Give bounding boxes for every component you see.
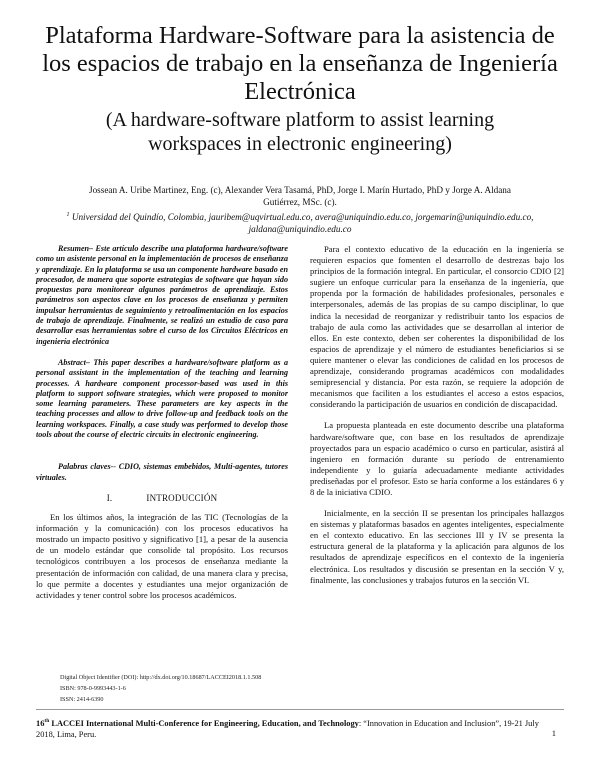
issn-line: ISSN: 2414-6390 bbox=[60, 696, 104, 703]
affiliation-line: Universidad del Quindío, Colombia, jauribem@uqvirtual.edu.co, avera@uniquindio.edu.co, jorgemarin@uniquindio.edu.co, bbox=[69, 212, 534, 223]
subtitle-line: (A hardware-software platform to assist learning bbox=[105, 109, 495, 131]
footer-num: 16 bbox=[36, 718, 45, 728]
authors-line: Gutiérrez, MSc. (c). bbox=[263, 197, 337, 207]
author-list bbox=[40, 184, 560, 208]
section-heading bbox=[36, 493, 288, 504]
footer-details: : “Innovation in Education and Inclusion”, 19-21 July 2018, Lima, Peru. bbox=[36, 718, 539, 740]
footer-divider bbox=[36, 709, 564, 710]
conference-footer bbox=[36, 716, 546, 741]
isbn-line: ISBN: 978-0-9993443-1-6 bbox=[60, 685, 126, 692]
left-column bbox=[36, 244, 288, 601]
affiliation-marker: 1 bbox=[66, 212, 70, 218]
right-column bbox=[310, 244, 564, 586]
footer-conference-name: LACCEI International Multi-Conference for Engineering, Education, and Technology bbox=[49, 718, 359, 728]
keywords: Palabras claves-- CDIO, sistemas embebidos, Multi-agentes, tutores virtuales. bbox=[36, 462, 288, 482]
doi-line: Digital Object Identifier (DOI): http://dx.doi.org/10.18687/LACCEI2018.1.1.508 bbox=[60, 674, 262, 681]
abstract-block bbox=[36, 358, 288, 440]
footer-edition bbox=[36, 719, 359, 728]
resumen-text: Este artículo describe una plataforma hardware/software como un asistente personal en la implementación de procesos de enseñanza y aprendizaje. En la plataforma se usa un componente hardware basado en procesador, de manera que soporte estrategias de software que hayan sido propuestas para monitorear algunos parámetros de aprendizaje. Estos parámetros son aspectos clave en los procesos de enseñanza y permiten impulsar herramientas de seguimiento y retroalimentación en los espacios de trabajo de aprendizaje. Finalmente, se realizó un estudio de caso para desarrollar esas herramientas sobre el curso de los Circuitos Eléctricos en ingeniería electrónica bbox=[36, 244, 288, 346]
abstract-text: This paper describes a hardware/software platform as a personal assistant in the implementation of the teaching and learning processes. A hardware component processor-based was used in this platform to support software strategies, which were proposed to monitor some learning parameters. These parameters are key aspects in the teaching processes and allow to drive follow-up and feedback tools on the learning workspaces. Finally, a case study was performed to develop those tools about the course of electric circuits in electronic engineering. bbox=[36, 357, 288, 440]
body-paragraph: Inicialmente, en la sección II se presentan los principales hallazgos en sistemas y plataformas basados en agentes inteligentes, especialmente en el contexto educativo. En las secciones III y IV se presenta la estructura general de la plataforma y la aplicación para algunos de los resultados de aprendizaje específicos en el contexto de la ingeniería electrónica. Los resultados y discusión se presentan en la sección V y, finalmente, las conclusiones y trabajos futuros en la sección VI. bbox=[310, 508, 564, 585]
abstract-lead: Abstract– bbox=[58, 357, 90, 367]
section-title: INTRODUCCIÓN bbox=[146, 492, 218, 503]
section-number: I. bbox=[106, 492, 113, 503]
title-line: Electrónica bbox=[244, 78, 356, 105]
footer-sup: th bbox=[44, 718, 50, 724]
resumen-block bbox=[36, 244, 288, 347]
title-line: Plataforma Hardware-Software para la asistencia de bbox=[45, 22, 555, 49]
intro-paragraph: En los últimos años, la integración de las TIC (Tecnologías de la información y la comunicación) con los procesos educativos ha mostrado un impacto positivo y significativo [1], a pesar de la ausencia de un modelo estándar que consolide tal propósito. Los recursos tecnológicos contribuyen a los procesos de enseñanza mediante la presentación de información con calidad, de una manera clara y precisa, lo que permite a docentes y estudiantes una mejor organización de actividades y tener control sobre los procesos académicos. bbox=[36, 512, 288, 600]
title-line: los espacios de trabajo en la enseñanza de Ingeniería bbox=[42, 50, 558, 77]
subtitle-line: workspaces in electronic engineering) bbox=[148, 133, 452, 155]
paper-subtitle bbox=[30, 108, 570, 156]
doi-block bbox=[60, 672, 261, 705]
affiliation bbox=[40, 209, 560, 235]
body-paragraph: La propuesta planteada en este documento describe una plataforma hardware/software que, con base en los resultados de aprendizaje proyectados para un espacio académico o curso en particular, asistirá al ingeniero en formación durante su período de entrenamiento independiente y lo guiaría adecuadamente mediante actividades prediseñadas por el profesor. Esto se haría conforme a los estándares 6 y 8 de la iniciativa CDIO. bbox=[310, 420, 564, 497]
body-paragraph: Para el contexto educativo de la educación en la ingeniería se requieren espacios que fomenten el desarrollo de destrezas bajo los principios de la formación integral. En particular, el consorcio CDIO [2] sugiere un enfoque curricular para la enseñanza de la ingeniería, que propenda por la formación de habilidades profesionales, personales e interpersonales, además de las propias de su campo disciplinar, lo que indica la necesidad de reorganizar y redistribuir tanto los espacios de trabajo de aula como las actividades que se desarrollan al interior de ellos. En este contexto, deben ser coherentes la disponibilidad de los espacios de aprendizaje y el número de estudiantes beneficiarios si se quiere mantener o elevar las condiciones de calidad en los procesos de aprendizaje, considerando programas académicos con modalidades semipresencial y distancia. Por esta razón, se requiere la adopción de mecanismos que faciliten a los estudiantes el acceso a estos espacios, considerando la participación de usuarios en condición de discapacidad. bbox=[310, 244, 564, 410]
resumen-lead: Resumen– bbox=[58, 244, 94, 253]
page-number: 1 bbox=[551, 728, 556, 738]
authors-line: Jossean A. Uribe Martinez, Eng. (c), Alexander Vera Tasamá, PhD, Jorge I. Marín Hurtado, PhD y Jorge A. Aldana bbox=[89, 185, 511, 195]
paper-title bbox=[30, 22, 570, 106]
affiliation-line: jaldana@uniquindio.edu.co bbox=[248, 224, 352, 235]
